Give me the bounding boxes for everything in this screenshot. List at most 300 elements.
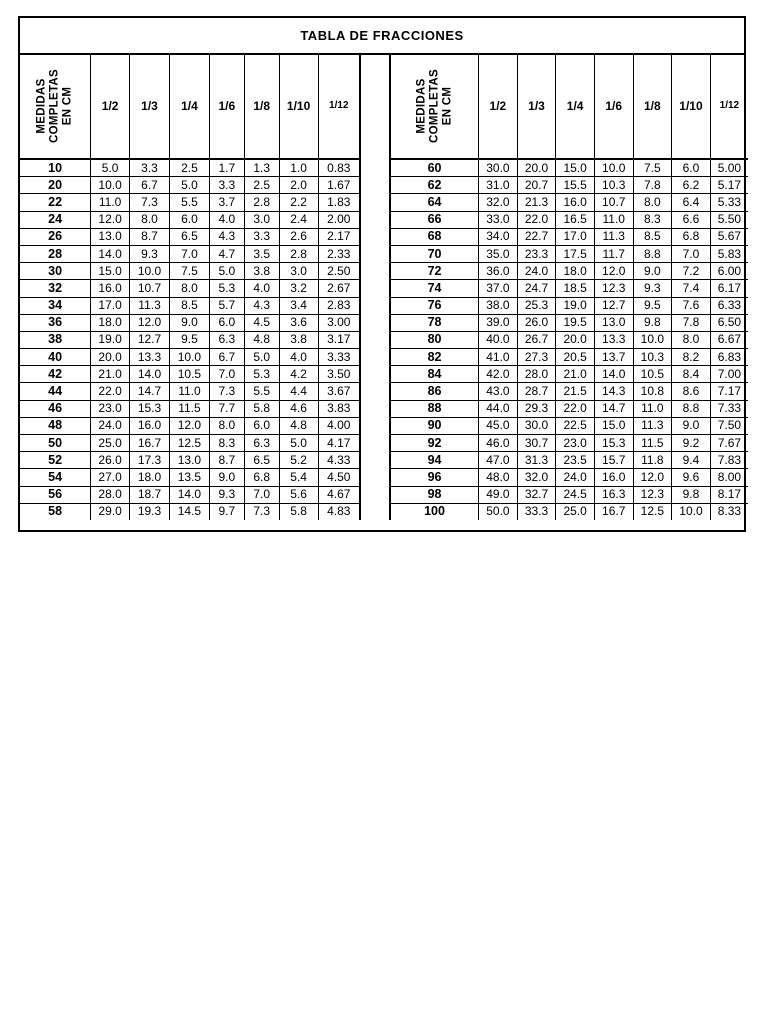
measure-cell: 40 [20, 349, 91, 366]
fraction-value-cell: 9.8 [672, 486, 711, 503]
measure-cell: 72 [391, 263, 479, 280]
table-row [391, 245, 748, 262]
fraction-value-cell: 6.0 [169, 211, 209, 228]
page-title: TABLA DE FRACCIONES [20, 18, 744, 55]
fraction-value-cell: 9.6 [672, 469, 711, 486]
fraction-value-cell: 18.0 [556, 263, 595, 280]
fraction-value-cell: 3.33 [318, 349, 360, 366]
fraction-value-cell: 7.17 [710, 383, 748, 400]
measure-cell: 22 [20, 194, 91, 211]
fraction-value-cell: 3.0 [279, 263, 318, 280]
fraction-value-cell: 26.0 [91, 452, 130, 469]
table-row [391, 177, 748, 194]
measure-cell: 58 [20, 503, 91, 520]
fraction-value-cell: 6.0 [244, 417, 279, 434]
fraction-value-cell: 20.0 [517, 159, 556, 177]
fraction-value-cell: 11.3 [594, 228, 633, 245]
measure-cell: 80 [391, 331, 479, 348]
fraction-value-cell: 24.5 [556, 486, 595, 503]
fraction-value-cell: 5.8 [279, 503, 318, 520]
fraction-value-cell: 17.0 [556, 228, 595, 245]
measure-cell: 82 [391, 349, 479, 366]
measure-label-line: COMPLETAS [428, 68, 441, 143]
fraction-value-cell: 6.7 [209, 349, 244, 366]
fraction-value-cell: 14.0 [130, 366, 170, 383]
table-row [20, 366, 360, 383]
fraction-value-cell: 4.3 [209, 228, 244, 245]
fraction-value-cell: 11.0 [633, 400, 672, 417]
fraction-value-cell: 7.00 [710, 366, 748, 383]
right-table-panel [389, 53, 748, 520]
fraction-value-cell: 10.3 [594, 177, 633, 194]
fraction-value-cell: 8.7 [130, 228, 170, 245]
fraction-value-cell: 4.33 [318, 452, 360, 469]
measure-cell: 42 [20, 366, 91, 383]
fraction-value-cell: 6.4 [672, 194, 711, 211]
fraction-value-cell: 8.0 [672, 331, 711, 348]
fraction-value-cell: 7.3 [130, 194, 170, 211]
fraction-value-cell: 3.50 [318, 366, 360, 383]
fraction-value-cell: 15.3 [130, 400, 170, 417]
fraction-value-cell: 28.0 [91, 486, 130, 503]
fraction-value-cell: 2.83 [318, 297, 360, 314]
fraction-value-cell: 5.5 [169, 194, 209, 211]
table-row [20, 228, 360, 245]
fraction-value-cell: 16.0 [130, 417, 170, 434]
fraction-value-cell: 7.6 [672, 297, 711, 314]
fraction-value-cell: 3.5 [244, 245, 279, 262]
fraction-header: 1/8 [244, 53, 279, 159]
fraction-value-cell: 6.3 [244, 435, 279, 452]
measure-cell: 94 [391, 452, 479, 469]
measure-cell: 74 [391, 280, 479, 297]
measure-cell: 98 [391, 486, 479, 503]
measure-cell: 36 [20, 314, 91, 331]
fraction-value-cell: 46.0 [479, 435, 518, 452]
fraction-value-cell: 3.3 [130, 159, 170, 177]
measure-cell: 28 [20, 245, 91, 262]
fraction-value-cell: 23.0 [91, 400, 130, 417]
fraction-value-cell: 14.5 [169, 503, 209, 520]
fraction-value-cell: 7.0 [209, 366, 244, 383]
fraction-value-cell: 16.3 [594, 486, 633, 503]
fraction-value-cell: 44.0 [479, 400, 518, 417]
fraction-value-cell: 1.67 [318, 177, 360, 194]
fraction-value-cell: 24.0 [91, 417, 130, 434]
fraction-header: 1/3 [130, 53, 170, 159]
fraction-value-cell: 28.0 [517, 366, 556, 383]
fraction-value-cell: 7.3 [244, 503, 279, 520]
fraction-value-cell: 5.3 [244, 366, 279, 383]
measure-cell: 24 [20, 211, 91, 228]
fraction-value-cell: 7.0 [169, 245, 209, 262]
fraction-value-cell: 2.5 [244, 177, 279, 194]
fraction-value-cell: 4.7 [209, 245, 244, 262]
measure-label-header [391, 53, 479, 159]
fraction-value-cell: 12.5 [633, 503, 672, 520]
fraction-header: 1/4 [556, 53, 595, 159]
fraction-value-cell: 0.83 [318, 159, 360, 177]
fraction-value-cell: 11.5 [633, 435, 672, 452]
fraction-value-cell: 5.8 [244, 400, 279, 417]
table-row [20, 280, 360, 297]
measure-cell: 100 [391, 503, 479, 520]
fraction-value-cell: 2.67 [318, 280, 360, 297]
fraction-value-cell: 5.2 [279, 452, 318, 469]
fraction-value-cell: 13.3 [594, 331, 633, 348]
fraction-value-cell: 15.7 [594, 452, 633, 469]
fraction-value-cell: 3.0 [244, 211, 279, 228]
fraction-value-cell: 32.7 [517, 486, 556, 503]
fraction-value-cell: 5.50 [710, 211, 748, 228]
fraction-value-cell: 7.0 [672, 245, 711, 262]
fraction-value-cell: 5.0 [244, 349, 279, 366]
fraction-value-cell: 8.00 [710, 469, 748, 486]
table-row [20, 297, 360, 314]
fraction-value-cell: 50.0 [479, 503, 518, 520]
fraction-value-cell: 21.0 [556, 366, 595, 383]
measure-label-line: MEDIDAS [35, 77, 48, 134]
fraction-value-cell: 2.5 [169, 159, 209, 177]
fraction-value-cell: 5.17 [710, 177, 748, 194]
fraction-value-cell: 43.0 [479, 383, 518, 400]
fraction-header: 1/6 [209, 53, 244, 159]
fraction-value-cell: 7.0 [244, 486, 279, 503]
table-row [20, 314, 360, 331]
fraction-value-cell: 16.5 [556, 211, 595, 228]
fraction-value-cell: 18.7 [130, 486, 170, 503]
measure-cell: 78 [391, 314, 479, 331]
measure-cell: 54 [20, 469, 91, 486]
measure-cell: 10 [20, 159, 91, 177]
fraction-value-cell: 12.7 [594, 297, 633, 314]
fraction-value-cell: 18.0 [91, 314, 130, 331]
fraction-value-cell: 8.5 [169, 297, 209, 314]
measure-cell: 88 [391, 400, 479, 417]
fraction-header: 1/2 [479, 53, 518, 159]
fraction-value-cell: 9.2 [672, 435, 711, 452]
fraction-value-cell: 13.0 [594, 314, 633, 331]
fraction-value-cell: 2.4 [279, 211, 318, 228]
fraction-value-cell: 6.00 [710, 263, 748, 280]
fraction-value-cell: 42.0 [479, 366, 518, 383]
fraction-value-cell: 14.0 [91, 245, 130, 262]
fraction-value-cell: 8.7 [209, 452, 244, 469]
fraction-value-cell: 30.0 [479, 159, 518, 177]
fraction-value-cell: 21.0 [91, 366, 130, 383]
fraction-value-cell: 4.8 [244, 331, 279, 348]
fraction-value-cell: 12.3 [594, 280, 633, 297]
fraction-value-cell: 29.0 [91, 503, 130, 520]
fraction-value-cell: 7.67 [710, 435, 748, 452]
fraction-value-cell: 14.3 [594, 383, 633, 400]
fraction-value-cell: 25.0 [556, 503, 595, 520]
table-row [391, 400, 748, 417]
fraction-value-cell: 22.0 [517, 211, 556, 228]
table-row [391, 486, 748, 503]
table-row [20, 211, 360, 228]
fraction-value-cell: 4.6 [279, 400, 318, 417]
measure-cell: 52 [20, 452, 91, 469]
table-row [391, 452, 748, 469]
fraction-value-cell: 9.0 [209, 469, 244, 486]
fraction-value-cell: 7.8 [672, 314, 711, 331]
table-row [20, 400, 360, 417]
measure-cell: 84 [391, 366, 479, 383]
fraction-value-cell: 14.7 [130, 383, 170, 400]
fraction-value-cell: 7.2 [672, 263, 711, 280]
fraction-value-cell: 8.2 [672, 349, 711, 366]
fraction-value-cell: 17.3 [130, 452, 170, 469]
fraction-value-cell: 8.0 [633, 194, 672, 211]
fraction-value-cell: 6.83 [710, 349, 748, 366]
measure-cell: 32 [20, 280, 91, 297]
fraction-value-cell: 34.0 [479, 228, 518, 245]
fraction-value-cell: 13.5 [169, 469, 209, 486]
fraction-value-cell: 3.8 [244, 263, 279, 280]
fraction-value-cell: 39.0 [479, 314, 518, 331]
fraction-header: 1/4 [169, 53, 209, 159]
fraction-value-cell: 3.00 [318, 314, 360, 331]
fraction-value-cell: 2.8 [279, 245, 318, 262]
fraction-value-cell: 2.33 [318, 245, 360, 262]
table-row [391, 263, 748, 280]
fraction-value-cell: 31.0 [479, 177, 518, 194]
fraction-value-cell: 3.6 [279, 314, 318, 331]
fraction-value-cell: 20.0 [556, 331, 595, 348]
fraction-value-cell: 17.5 [556, 245, 595, 262]
fraction-value-cell: 24.0 [517, 263, 556, 280]
fraction-value-cell: 31.3 [517, 452, 556, 469]
fraction-header: 1/2 [91, 53, 130, 159]
fraction-header: 1/3 [517, 53, 556, 159]
fraction-value-cell: 2.6 [279, 228, 318, 245]
fraction-value-cell: 9.0 [672, 417, 711, 434]
fraction-table-sheet [18, 16, 746, 532]
fraction-value-cell: 7.33 [710, 400, 748, 417]
fraction-header: 1/10 [672, 53, 711, 159]
fraction-value-cell: 27.3 [517, 349, 556, 366]
fraction-value-cell: 20.5 [556, 349, 595, 366]
fraction-value-cell: 3.7 [209, 194, 244, 211]
fraction-value-cell: 6.50 [710, 314, 748, 331]
fraction-value-cell: 8.5 [633, 228, 672, 245]
fraction-value-cell: 1.7 [209, 159, 244, 177]
fraction-value-cell: 12.5 [169, 435, 209, 452]
fraction-value-cell: 15.0 [594, 417, 633, 434]
fraction-value-cell: 35.0 [479, 245, 518, 262]
fraction-value-cell: 24.7 [517, 280, 556, 297]
measure-cell: 64 [391, 194, 479, 211]
fraction-value-cell: 4.0 [244, 280, 279, 297]
fraction-value-cell: 22.5 [556, 417, 595, 434]
measure-cell: 76 [391, 297, 479, 314]
fraction-value-cell: 15.0 [556, 159, 595, 177]
fraction-value-cell: 12.0 [130, 314, 170, 331]
fraction-value-cell: 3.83 [318, 400, 360, 417]
fraction-value-cell: 26.7 [517, 331, 556, 348]
fraction-value-cell: 33.0 [479, 211, 518, 228]
fraction-value-cell: 6.5 [244, 452, 279, 469]
fraction-value-cell: 18.5 [556, 280, 595, 297]
fraction-value-cell: 6.8 [672, 228, 711, 245]
fraction-value-cell: 13.0 [91, 228, 130, 245]
fraction-value-cell: 10.7 [130, 280, 170, 297]
fraction-value-cell: 25.3 [517, 297, 556, 314]
fraction-value-cell: 11.3 [130, 297, 170, 314]
fraction-value-cell: 2.50 [318, 263, 360, 280]
fraction-value-cell: 19.0 [556, 297, 595, 314]
table-row [20, 435, 360, 452]
fraction-value-cell: 20.7 [517, 177, 556, 194]
header-row [391, 53, 748, 159]
fraction-value-cell: 3.8 [279, 331, 318, 348]
fraction-value-cell: 15.3 [594, 435, 633, 452]
fraction-value-cell: 9.7 [209, 503, 244, 520]
fraction-value-cell: 1.83 [318, 194, 360, 211]
fraction-value-cell: 10.3 [633, 349, 672, 366]
fraction-value-cell: 9.5 [169, 331, 209, 348]
measure-cell: 50 [20, 435, 91, 452]
fraction-value-cell: 9.0 [169, 314, 209, 331]
fraction-header: 1/12 [710, 53, 748, 159]
fraction-value-cell: 12.0 [633, 469, 672, 486]
fraction-value-cell: 5.4 [279, 469, 318, 486]
fraction-value-cell: 5.00 [710, 159, 748, 177]
table-row [20, 349, 360, 366]
measure-cell: 86 [391, 383, 479, 400]
fraction-value-cell: 3.17 [318, 331, 360, 348]
fraction-value-cell: 10.8 [633, 383, 672, 400]
table-row [391, 435, 748, 452]
fraction-value-cell: 27.0 [91, 469, 130, 486]
fraction-value-cell: 1.0 [279, 159, 318, 177]
fraction-value-cell: 11.7 [594, 245, 633, 262]
fraction-value-cell: 8.3 [633, 211, 672, 228]
fraction-value-cell: 23.3 [517, 245, 556, 262]
fraction-value-cell: 7.5 [633, 159, 672, 177]
fraction-value-cell: 13.7 [594, 349, 633, 366]
table-row [20, 177, 360, 194]
fraction-value-cell: 5.33 [710, 194, 748, 211]
fraction-value-cell: 5.67 [710, 228, 748, 245]
table-row [391, 314, 748, 331]
fraction-value-cell: 10.0 [672, 503, 711, 520]
fraction-value-cell: 12.0 [169, 417, 209, 434]
fraction-header: 1/6 [594, 53, 633, 159]
fraction-value-cell: 10.7 [594, 194, 633, 211]
fraction-value-cell: 3.4 [279, 297, 318, 314]
fraction-value-cell: 18.0 [130, 469, 170, 486]
fraction-value-cell: 11.0 [594, 211, 633, 228]
fraction-value-cell: 4.17 [318, 435, 360, 452]
measure-cell: 62 [391, 177, 479, 194]
measure-label-line: EN CM [441, 86, 454, 125]
fraction-value-cell: 16.7 [130, 435, 170, 452]
fraction-value-cell: 1.3 [244, 159, 279, 177]
fraction-value-cell: 2.2 [279, 194, 318, 211]
fraction-value-cell: 45.0 [479, 417, 518, 434]
fraction-value-cell: 10.0 [594, 159, 633, 177]
fraction-value-cell: 12.0 [91, 211, 130, 228]
fraction-value-cell: 22.7 [517, 228, 556, 245]
table-row [20, 331, 360, 348]
fraction-value-cell: 7.8 [633, 177, 672, 194]
fraction-value-cell: 21.5 [556, 383, 595, 400]
fraction-value-cell: 20.0 [91, 349, 130, 366]
fraction-value-cell: 4.83 [318, 503, 360, 520]
table-row [20, 245, 360, 262]
measure-cell: 56 [20, 486, 91, 503]
fraction-value-cell: 4.67 [318, 486, 360, 503]
fraction-header: 1/8 [633, 53, 672, 159]
fraction-value-cell: 5.3 [209, 280, 244, 297]
measure-cell: 70 [391, 245, 479, 262]
fraction-value-cell: 3.67 [318, 383, 360, 400]
fraction-value-cell: 28.7 [517, 383, 556, 400]
fraction-value-cell: 4.4 [279, 383, 318, 400]
left-table-body [20, 159, 360, 520]
measure-cell: 92 [391, 435, 479, 452]
table-row [391, 331, 748, 348]
fraction-value-cell: 3.2 [279, 280, 318, 297]
fraction-value-cell: 11.0 [169, 383, 209, 400]
measure-cell: 96 [391, 469, 479, 486]
fraction-value-cell: 8.33 [710, 503, 748, 520]
table-row [391, 280, 748, 297]
measure-label-line: MEDIDAS [415, 77, 428, 134]
fraction-value-cell: 5.0 [279, 435, 318, 452]
fraction-value-cell: 8.6 [672, 383, 711, 400]
fraction-value-cell: 6.17 [710, 280, 748, 297]
fraction-value-cell: 4.2 [279, 366, 318, 383]
fraction-value-cell: 7.83 [710, 452, 748, 469]
fraction-value-cell: 5.0 [169, 177, 209, 194]
fraction-value-cell: 8.3 [209, 435, 244, 452]
table-row [391, 417, 748, 434]
table-row [391, 366, 748, 383]
fraction-value-cell: 3.3 [209, 177, 244, 194]
fraction-value-cell: 33.3 [517, 503, 556, 520]
fraction-value-cell: 5.6 [279, 486, 318, 503]
fraction-value-cell: 37.0 [479, 280, 518, 297]
fraction-value-cell: 10.0 [169, 349, 209, 366]
fraction-value-cell: 47.0 [479, 452, 518, 469]
fraction-value-cell: 22.0 [556, 400, 595, 417]
measure-label-line: COMPLETAS [48, 68, 61, 143]
fraction-value-cell: 13.3 [130, 349, 170, 366]
fraction-value-cell: 29.3 [517, 400, 556, 417]
fraction-value-cell: 9.8 [633, 314, 672, 331]
fraction-value-cell: 7.5 [169, 263, 209, 280]
fraction-value-cell: 4.3 [244, 297, 279, 314]
fraction-value-cell: 4.50 [318, 469, 360, 486]
fraction-value-cell: 5.7 [209, 297, 244, 314]
fraction-value-cell: 6.2 [672, 177, 711, 194]
fraction-value-cell: 16.7 [594, 503, 633, 520]
measure-cell: 26 [20, 228, 91, 245]
table-row [391, 194, 748, 211]
fraction-value-cell: 11.5 [169, 400, 209, 417]
fraction-value-cell: 10.5 [633, 366, 672, 383]
fraction-value-cell: 6.5 [169, 228, 209, 245]
fraction-value-cell: 4.0 [209, 211, 244, 228]
fraction-value-cell: 2.00 [318, 211, 360, 228]
fraction-value-cell: 11.0 [91, 194, 130, 211]
measure-cell: 68 [391, 228, 479, 245]
fraction-value-cell: 8.0 [209, 417, 244, 434]
fraction-value-cell: 5.0 [91, 159, 130, 177]
